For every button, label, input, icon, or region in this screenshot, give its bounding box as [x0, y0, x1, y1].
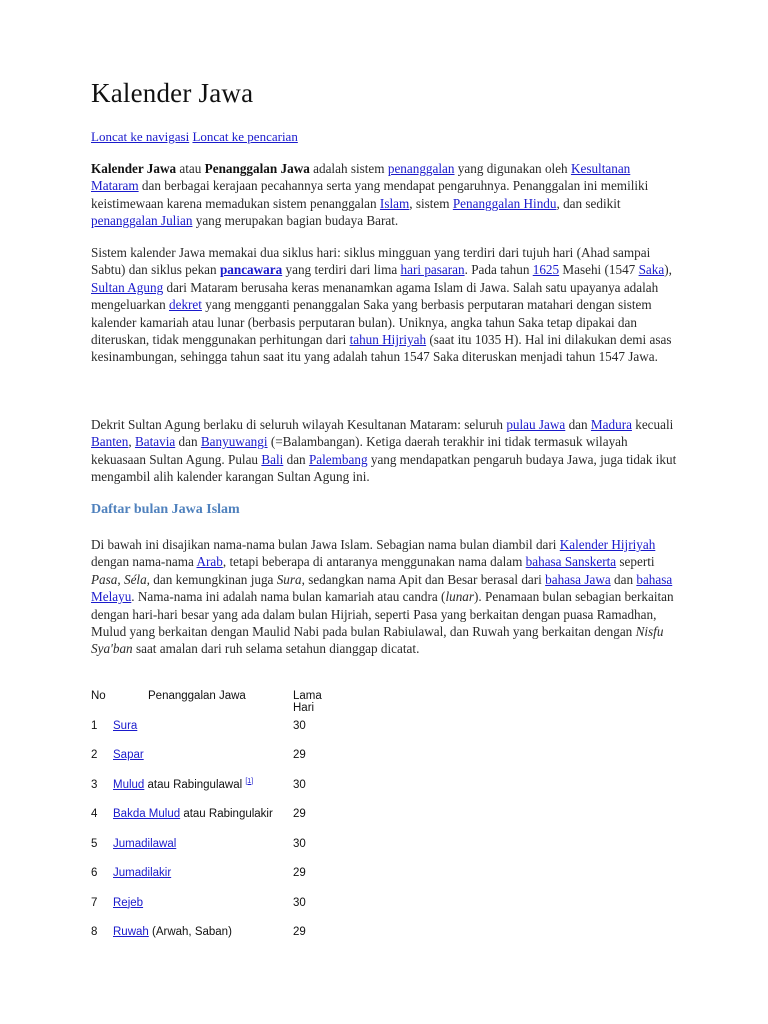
- link-bahasa-jawa[interactable]: bahasa Jawa: [545, 571, 611, 587]
- month-name: [113, 808, 273, 820]
- cycles-paragraph: [91, 244, 681, 366]
- text: (saat itu 1035 H). Hal ini dilakukan demi asas kesinambungan, sehingga tahun saat itu yang adalah tahun 1547 Saka diteruskan menjadi tahun 1547 Jawa.: [91, 332, 672, 365]
- text: seperti: [616, 554, 655, 570]
- text: (=Balambangan). Ketiga daerah terakhir ini tidak termasuk wilayah kekuasaan Sultan Agung. Pulau: [91, 434, 628, 467]
- days-count: 29: [293, 867, 306, 879]
- text: yang mendapatkan pengaruh budaya Jawa, juga tidak ikut mengambil alih kalender karangan Sultan Agung ini.: [91, 451, 677, 485]
- text: , sedangkan nama Apit dan Besar berasal dari: [301, 571, 546, 587]
- row-number: 3: [91, 778, 98, 791]
- text: atau: [176, 161, 205, 176]
- row-number: 2: [91, 749, 98, 761]
- row-number: 4: [91, 808, 98, 820]
- text: dan berbagai kerajaan pecahannya serta yang mendapat pengaruhnya. Penanggalan ini memiliki keistimewaan karena memadukan sistem penanggalan: [91, 178, 649, 211]
- link-penanggalan-julian[interactable]: penanggalan Julian: [91, 213, 193, 229]
- text: . Pada tahun: [464, 262, 533, 278]
- text: yang terdiri dari lima: [282, 262, 401, 278]
- days-count: 30: [293, 896, 306, 909]
- link-kalender-hijriyah[interactable]: Kalender Hijriyah: [559, 537, 656, 552]
- days-count: 29: [293, 749, 306, 761]
- row-number: 6: [91, 867, 98, 879]
- link-batavia[interactable]: Batavia: [134, 434, 176, 450]
- link-penanggalan-hindu[interactable]: Penanggalan Hindu: [452, 195, 557, 211]
- link-bahasa-melayu[interactable]: bahasa Melayu: [91, 571, 673, 605]
- jump-links: [91, 128, 298, 145]
- jump-to-navigation-link[interactable]: Loncat ke navigasi: [91, 129, 190, 144]
- link-bahasa-sanskerta[interactable]: bahasa Sanskerta: [525, 554, 617, 570]
- days-count: 30: [293, 837, 306, 850]
- text: dan: [283, 451, 309, 467]
- page-title: Kalender Jawa: [91, 78, 254, 108]
- month-name: [113, 838, 176, 850]
- month-link[interactable]: Rejeb: [113, 896, 144, 909]
- text: Di bawah ini disajikan nama-nama bulan Jawa Islam. Sebagian nama bulan diambil dari: [91, 537, 560, 552]
- month-name: [113, 720, 137, 732]
- row-number: 7: [91, 896, 98, 909]
- italic-term: lunar: [445, 589, 475, 605]
- row-number: 1: [91, 719, 98, 732]
- link-penanggalan[interactable]: penanggalan: [387, 161, 455, 176]
- month-link[interactable]: Ruwah: [113, 926, 149, 938]
- text: yang mengganti penanggalan Saka yang berbasis perputaran matahari dengan sistem kalender kamariah atau lunar (berbasis perputaran bulan). Uniknya, angka tahun Saka tetap dipakai dan diteruskan, tidak menggunakan perhitungan dari: [91, 297, 652, 348]
- link-saka[interactable]: Saka: [638, 262, 665, 278]
- month-name: [113, 897, 143, 909]
- link-arab[interactable]: Arab: [196, 554, 223, 570]
- month-link[interactable]: Sapar: [113, 749, 144, 761]
- days-count: 30: [293, 778, 306, 791]
- text: yang merupakan bagian budaya Barat.: [192, 213, 399, 229]
- text: kecuali: [631, 417, 674, 432]
- days-count: 29: [293, 808, 306, 820]
- text: ,: [117, 571, 124, 587]
- link-tahun-hijriyah[interactable]: tahun Hijriyah: [349, 332, 427, 348]
- text: dari Mataram berusaha keras menanamkan agama Islam di Jawa. Salah satu upayanya adalah mengeluarkan: [91, 279, 659, 313]
- link-pulau-jawa[interactable]: pulau Jawa: [506, 417, 566, 432]
- link-bali[interactable]: Bali: [261, 451, 284, 467]
- days-count: 29: [293, 926, 306, 938]
- link-banyuwangi[interactable]: Banyuwangi: [200, 434, 268, 450]
- month-name: [113, 749, 144, 761]
- text: ). Penamaan bulan sebagian berkaitan dengan hari-hari besar yang ada dalam bulan Hijriah, seperti Pasa yang berkaitan dengan puasa Ramadhan, Mulud yang berkaitan dengan Maulid Nabi pada bulan Rabiulawal, dan Ruwah yang berkaitan dengan: [91, 589, 674, 640]
- header-days: Lama Hari: [293, 690, 322, 714]
- month-name: [113, 867, 171, 879]
- link-kesultanan-mataram[interactable]: Kesultanan Mataram: [91, 161, 631, 194]
- italic-term: Séla,: [123, 571, 150, 587]
- text: yang digunakan oleh: [454, 161, 571, 176]
- month-link[interactable]: Mulud: [113, 778, 145, 791]
- header-no: No: [91, 690, 106, 702]
- text: Dekrit Sultan Agung berlaku di seluruh wilayah Kesultanan Mataram: seluruh: [91, 417, 507, 432]
- row-number: 8: [91, 926, 98, 938]
- header-name: Penanggalan Jawa: [148, 690, 246, 702]
- month-alt-name: atau Rabingulawal: [144, 778, 246, 791]
- text: dengan nama-nama: [91, 554, 197, 570]
- link-sultan-agung[interactable]: Sultan Agung: [91, 279, 164, 295]
- text: , sistem: [409, 195, 453, 211]
- text: , dan sedikit: [556, 195, 621, 211]
- link-madura[interactable]: Madura: [590, 417, 632, 432]
- month-name: [113, 779, 253, 791]
- jump-to-search-link[interactable]: Loncat ke pencarian: [192, 129, 298, 144]
- link-palembang[interactable]: Palembang: [308, 451, 368, 467]
- text: . Nama-nama ini adalah nama bulan kamariah atau candra (: [131, 589, 446, 605]
- month-link[interactable]: Jumadilawal: [113, 837, 177, 850]
- section-heading: Daftar bulan Jawa Islam: [91, 502, 240, 517]
- link-banten[interactable]: Banten: [91, 434, 129, 450]
- text: adalah sistem: [309, 161, 388, 176]
- months-paragraph: [91, 536, 681, 658]
- month-alt-name: atau Rabingulakir: [180, 808, 273, 820]
- text: dan: [565, 417, 591, 432]
- italic-term: Nisfu Sya'ban: [91, 624, 664, 657]
- month-name: [113, 926, 232, 938]
- month-alt-name: (Arwah, Saban): [148, 926, 232, 938]
- text: dan kemungkinan juga: [149, 571, 277, 587]
- text: Masehi (1547: [559, 262, 639, 278]
- row-number: 5: [91, 837, 98, 850]
- text: , tetapi beberapa di antaranya menggunakan nama dalam: [222, 554, 526, 570]
- month-link[interactable]: Sura: [113, 719, 138, 732]
- decree-paragraph: [91, 416, 681, 486]
- text: dan: [610, 571, 637, 587]
- link-1625[interactable]: 1625: [532, 262, 560, 278]
- italic-term: Sura: [276, 571, 302, 587]
- link-islam[interactable]: Islam: [379, 195, 410, 211]
- month-link[interactable]: Jumadilakir: [113, 867, 172, 879]
- intro-paragraph: [91, 160, 681, 230]
- italic-term: Pasa: [91, 571, 118, 587]
- link-dekret[interactable]: dekret: [169, 297, 202, 313]
- citation-link[interactable]: [1]: [245, 777, 254, 785]
- days-count: 30: [293, 719, 306, 732]
- text: saat amalan dari ruh selama setahun dianggap dicatat.: [132, 641, 420, 657]
- link-hari-pasaran[interactable]: hari pasaran: [400, 262, 465, 278]
- text: ),: [664, 262, 672, 278]
- text: dan: [175, 434, 201, 450]
- bold-term: Kalender Jawa: [91, 161, 177, 176]
- text: Sistem kalender Jawa memakai dua siklus hari: siklus mingguan yang terdiri dari tujuh hari (Ahad sampai Sabtu) dan siklus pekan: [91, 245, 651, 278]
- link-pancawara[interactable]: pancawara: [219, 262, 283, 278]
- bold-term: Penanggalan Jawa: [204, 161, 310, 176]
- month-link[interactable]: Bakda Mulud: [113, 808, 181, 820]
- text: ,: [128, 434, 135, 450]
